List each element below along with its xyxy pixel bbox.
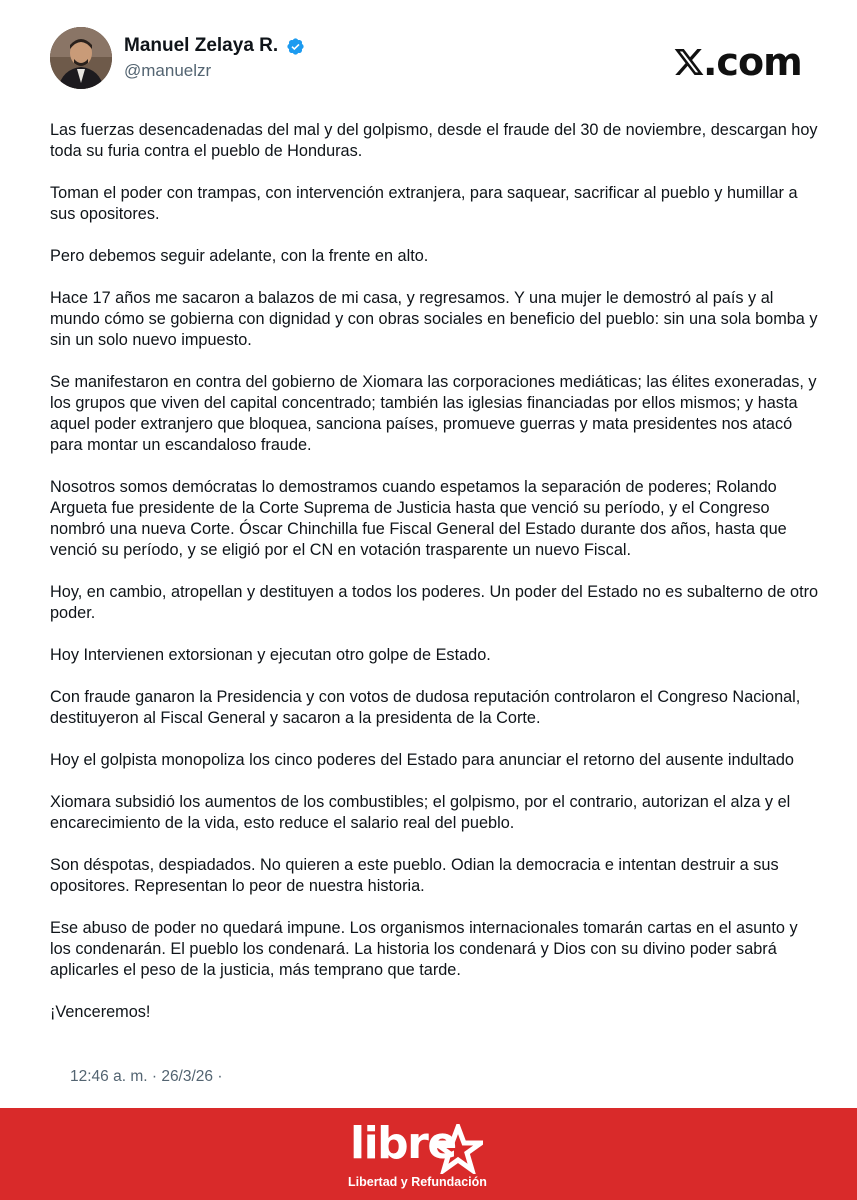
author-info <box>124 35 305 81</box>
post-timestamp[interactable]: 12:46 a. m. · 26/3/26 · <box>70 1068 223 1085</box>
post-paragraph: Nosotros somos demócratas lo demostramos cuando espetamos la separación de poderes; Rolando Argueta fue presidente de la Corte Suprema de Justicia hasta que venció su período, y el Congreso nombró una nueva Corte. Óscar Chinchilla fue Fiscal General del Estado durante dos años, hasta que venció su período, y se eligió por el CN en votación trasparente un nuevo Fiscal. <box>50 478 787 559</box>
post-paragraph: Las fuerzas desencadenadas del mal y del golpismo, desde el fraude del 30 de noviembre, descargan hoy toda su furia contra el pueblo de Honduras. <box>50 121 818 160</box>
post-paragraph: Hoy, en cambio, atropellan y destituyen a todos los poderes. Un poder del Estado no es subalterno de otro poder. <box>50 583 819 622</box>
post-paragraph: Toman el poder con trampas, con intervención extranjera, para saquear, sacrificar al pueblo y humillar a sus opositores. <box>50 184 798 223</box>
post-body <box>50 120 820 1044</box>
avatar-photo <box>50 27 112 89</box>
star-icon <box>433 1124 483 1174</box>
post-paragraph: Hace 17 años me sacaron a balazos de mi casa, y regresamos. Y una mujer le demostró al país y al mundo cómo se gobierna con dignidad y con obras sociales en beneficio del pueblo: sin una sola bomba y sin un solo nuevo impuesto. <box>50 289 818 349</box>
x-brand-logo <box>672 40 802 82</box>
author-display-name[interactable]: Manuel Zelaya R. <box>124 35 279 56</box>
party-name: libre <box>350 1118 456 1169</box>
avatar[interactable] <box>50 27 112 89</box>
post-paragraph: Se manifestaron en contra del gobierno de Xiomara las corporaciones mediáticas; las élites exoneradas, y los grupos que viven del capital concentrado; también las iglesias financiadas por ellos mismos; y hasta aquel poder extranjero que bloquea, sanciona países, promueve guerras y mata presidentes nos atacó para montar un escandaloso fraude. <box>50 373 817 454</box>
post-paragraph: Con fraude ganaron la Presidencia y con votos de dudosa reputación controlaron el Congreso Nacional, destituyeron al Fiscal General y sacaron a la presidenta de la Corte. <box>50 688 801 727</box>
post-paragraph: Pero debemos seguir adelante, con la frente en alto. <box>50 247 429 265</box>
party-slogan: Libertad y Refundación <box>348 1175 487 1189</box>
post-paragraph: Xiomara subsidió los aumentos de los combustibles; el golpismo, por el contrario, autorizan el alza y el encarecimiento de la vida, esto reduce el salario real del pueblo. <box>50 793 791 832</box>
post-paragraph: Son déspotas, despiadados. No quieren a este pueblo. Odian la democracia e intentan destruir a sus opositores. Representan lo peor de nuestra historia. <box>50 856 779 895</box>
post-paragraph: ¡Venceremos! <box>50 1003 151 1021</box>
libre-logo <box>345 1120 495 1192</box>
site-label: .com <box>703 40 802 84</box>
x-logo-icon <box>672 46 706 78</box>
post-paragraph: Hoy Intervienen extorsionan y ejecutan otro golpe de Estado. <box>50 646 491 664</box>
post-paragraph: Hoy el golpista monopoliza los cinco poderes del Estado para anunciar el retorno del ausente indultado <box>50 751 794 769</box>
party-footer-banner <box>0 1108 857 1200</box>
post-paragraph: Ese abuso de poder no quedará impune. Los organismos internacionales tomarán cartas en el asunto y los condenarán. El pueblo los condenará. La historia los condenará y Dios con su divino poder sabrá aplicarles el peso de la justicia, más temprano que tarde. <box>50 919 798 979</box>
author-handle[interactable]: @manuelzr <box>124 61 212 80</box>
verified-badge-icon <box>286 37 305 56</box>
